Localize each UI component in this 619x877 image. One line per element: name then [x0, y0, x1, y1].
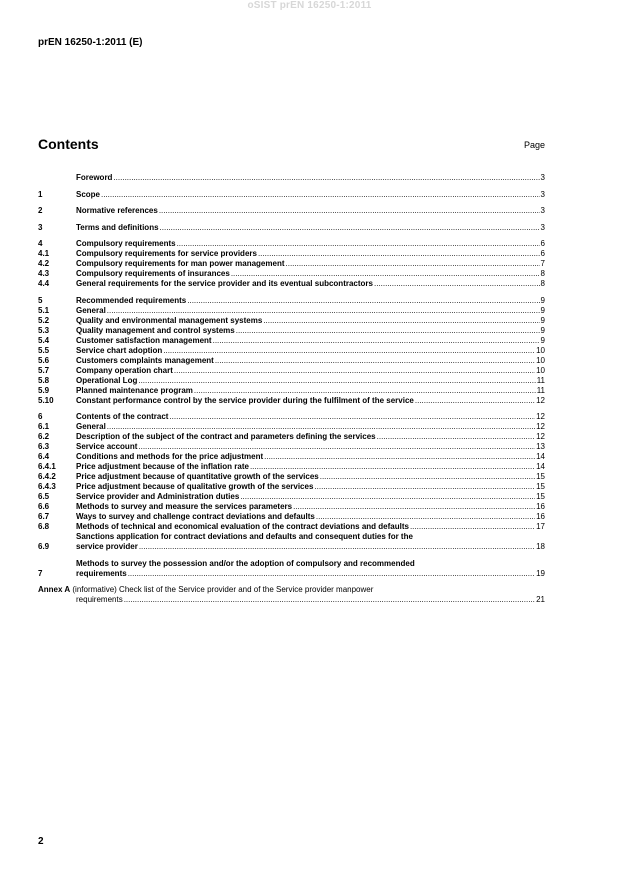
toc-entry-page: 8	[540, 269, 545, 278]
toc-entry-title: Company operation chart	[76, 365, 173, 375]
toc-entry-number: 5	[38, 295, 43, 305]
toc-entry-title: Constant performance control by the service provider during the fulfilment of the service	[76, 395, 414, 405]
toc-entry-title: Price adjustment because of qualitative growth of the services	[76, 482, 314, 491]
toc-entry-number: 4.1	[38, 249, 50, 258]
toc-entry-title: General	[76, 305, 106, 315]
toc-entry-number: 4.2	[38, 259, 50, 268]
toc-entry-number: 6.3	[38, 442, 50, 451]
toc-entry-page: 15	[536, 472, 545, 481]
toc-entry-title: Methods of technical and economical evaluation of the contract deviations and defaults	[76, 522, 409, 531]
dot-leader	[314, 482, 535, 492]
toc-entry-title: Customers complaints management	[76, 355, 214, 365]
toc-entry-title: Scope	[76, 189, 101, 199]
toc-entry-number: 6.5	[38, 492, 50, 501]
toc-entry[interactable]	[38, 336, 545, 346]
toc-entry[interactable]	[38, 190, 545, 200]
toc-entry[interactable]	[38, 316, 545, 326]
toc-entry-page: 6	[540, 249, 545, 258]
toc-entry[interactable]	[38, 422, 545, 432]
toc-entry-page: 3	[540, 222, 545, 232]
toc-entry-page: 16	[536, 502, 545, 511]
toc-entry-number: 6.4.3	[38, 482, 56, 491]
dot-leader	[194, 386, 536, 396]
page-number: 2	[38, 836, 44, 847]
dot-leader	[250, 462, 535, 472]
toc-entry-title: Service chart adoption	[76, 345, 163, 355]
toc-entry-page: 15	[536, 482, 545, 491]
toc-entry[interactable]	[38, 482, 545, 492]
dot-leader	[215, 356, 535, 366]
toc-entry[interactable]	[38, 386, 545, 396]
dot-leader	[107, 306, 540, 316]
toc-entry[interactable]	[38, 462, 545, 472]
toc-entry[interactable]	[38, 279, 545, 289]
toc-entry-title: Methods to survey and measure the services parameters	[76, 502, 293, 511]
toc-entry[interactable]	[38, 432, 545, 442]
toc-entry-page: 14	[536, 452, 545, 461]
toc-entry-title: Customer satisfaction management	[76, 335, 212, 345]
toc-entry-title: Compulsory requirements for man power management	[76, 259, 285, 268]
toc-entry-page: 9	[540, 305, 545, 315]
table-of-contents	[38, 173, 545, 612]
toc-entry-number: 6.9	[38, 542, 50, 551]
toc-entry-number: 4.3	[38, 269, 50, 278]
toc-entry-page: 9	[540, 315, 545, 325]
toc-group	[38, 296, 545, 406]
toc-entry-title: General	[76, 422, 106, 431]
toc-group	[38, 412, 545, 552]
dot-leader	[240, 492, 535, 502]
dot-leader	[236, 326, 540, 336]
toc-group	[38, 559, 545, 579]
annex-label: Annex A	[38, 585, 71, 594]
toc-entry-number: 6.2	[38, 432, 50, 441]
dot-leader	[213, 336, 540, 346]
toc-entry-title: Compulsory requirements of insurances	[76, 269, 230, 278]
toc-entry-title: Foreword	[76, 173, 113, 182]
toc-entry-page: 3	[540, 173, 545, 182]
toc-entry-page: 10	[536, 355, 545, 365]
toc-entry-number: 5.1	[38, 305, 50, 315]
dot-leader	[107, 422, 535, 432]
dot-leader	[139, 542, 535, 552]
dot-leader	[174, 366, 535, 376]
toc-entry-title: Price adjustment because of quantitative growth of the services	[76, 472, 319, 481]
annex-page: 21	[536, 595, 545, 604]
toc-entry-title: Service provider and Administration duties	[76, 492, 240, 501]
dot-leader	[377, 432, 535, 442]
dot-leader	[163, 346, 535, 356]
toc-entry-page: 3	[540, 206, 545, 215]
toc-entry[interactable]	[38, 559, 545, 579]
toc-entry-page: 16	[536, 512, 545, 521]
toc-entry-number: 4.4	[38, 279, 50, 288]
toc-entry-title: Price adjustment because of the inflation rate	[76, 462, 249, 471]
toc-entry-title: Contents of the contract	[76, 412, 169, 421]
dot-leader	[415, 396, 535, 406]
page-column-header: Page	[523, 140, 545, 150]
toc-entry-number: 6.4.1	[38, 462, 56, 471]
toc-entry-page: 12	[536, 395, 545, 405]
dot-leader	[169, 412, 535, 422]
toc-entry-page: 18	[536, 542, 545, 551]
toc-entry[interactable]	[38, 472, 545, 482]
toc-entry-title: Quality and environmental management systems	[76, 315, 263, 325]
toc-entry-title: Operational Log	[76, 375, 138, 385]
dot-leader	[177, 239, 540, 249]
toc-entry-title: Service account	[76, 442, 138, 451]
toc-entry[interactable]	[38, 512, 545, 522]
toc-entry[interactable]	[38, 239, 545, 249]
toc-entry-page: 6	[540, 239, 545, 248]
dot-leader	[138, 376, 535, 386]
toc-entry-title: Ways to survey and challenge contract deviations and defaults	[76, 512, 315, 521]
toc-entry[interactable]	[38, 376, 545, 386]
toc-entry-page: 17	[536, 522, 545, 531]
dot-leader	[410, 522, 535, 532]
toc-entry[interactable]	[38, 452, 545, 462]
toc-group	[38, 239, 545, 289]
toc-entry-number: 6.1	[38, 422, 50, 431]
annex-title-line1: (informative) Check list of the Service provider and of the Service provider manpower	[70, 585, 374, 594]
toc-group-annex	[38, 585, 545, 605]
toc-entry-number: 2	[38, 206, 43, 215]
toc-entry-number: 3	[38, 222, 43, 232]
toc-entry-title: requirements	[76, 568, 127, 578]
toc-entry-number: 4	[38, 239, 43, 248]
toc-entry-number: 5.5	[38, 345, 50, 355]
dot-leader	[286, 259, 540, 269]
toc-group	[38, 173, 545, 183]
toc-entry-annex-a[interactable]	[38, 585, 545, 605]
toc-entry-page: 11	[536, 385, 545, 395]
toc-entry-title: service provider	[76, 542, 138, 551]
toc-entry-title: Quality management and control systems	[76, 325, 235, 335]
toc-entry-page: 12	[536, 422, 545, 431]
toc-entry[interactable]	[38, 326, 545, 336]
toc-entry-page: 9	[540, 325, 545, 335]
toc-entry-title: Normative references	[76, 206, 158, 215]
toc-entry-page: 11	[536, 375, 545, 385]
toc-entry[interactable]	[38, 259, 545, 269]
toc-entry-number: 6	[38, 412, 43, 421]
toc-entry-number: 6.7	[38, 512, 50, 521]
dot-leader	[138, 442, 535, 452]
toc-entry-title: General requirements for the service provider and its eventual subcontractors	[76, 279, 373, 288]
toc-entry-number: 6.8	[38, 522, 50, 531]
toc-entry-page: 7	[540, 259, 545, 268]
toc-entry[interactable]	[38, 223, 545, 233]
dot-leader	[374, 279, 540, 289]
dot-leader	[316, 512, 535, 522]
dot-leader	[187, 296, 539, 306]
dot-leader	[160, 223, 540, 233]
toc-entry-title: Planned maintenance program	[76, 385, 193, 395]
toc-entry-page: 8	[540, 279, 545, 288]
toc-entry-title-line1: Sanctions application for contract deviations and defaults and consequent duties for the	[76, 532, 413, 541]
toc-entry-number: 6.4	[38, 452, 50, 461]
toc-entry-page: 12	[536, 412, 545, 421]
toc-entry-number: 5.3	[38, 325, 50, 335]
toc-entry[interactable]	[38, 206, 545, 216]
toc-entry[interactable]	[38, 306, 545, 316]
toc-entry[interactable]	[38, 173, 545, 183]
toc-entry-number: 5.6	[38, 355, 50, 365]
toc-entry-title: Description of the subject of the contract and parameters defining the services	[76, 432, 376, 441]
toc-entry-page: 10	[536, 365, 545, 375]
toc-entry-title: Conditions and methods for the price adjustment	[76, 452, 264, 461]
toc-entry-number: 5.4	[38, 335, 50, 345]
toc-entry-title: Compulsory requirements for service providers	[76, 249, 257, 258]
dot-leader	[101, 190, 540, 200]
dot-leader	[128, 569, 535, 579]
toc-entry-number: 6.4.2	[38, 472, 56, 481]
toc-entry-number: 5.9	[38, 385, 50, 395]
toc-entry-number: 1	[38, 189, 43, 199]
toc-entry[interactable]	[38, 502, 545, 512]
toc-entry-number: 6.6	[38, 502, 50, 511]
toc-group	[38, 206, 545, 216]
watermark: oSIST prEN 16250-1:2011	[247, 0, 372, 11]
toc-entry[interactable]	[38, 249, 545, 259]
toc-entry-title: Terms and definitions	[76, 222, 159, 232]
toc-entry-number: 5.10	[38, 395, 54, 405]
toc-entry-page: 3	[540, 189, 545, 199]
toc-entry-number: 7	[38, 568, 43, 578]
dot-leader	[159, 206, 540, 216]
toc-entry-page: 9	[540, 295, 545, 305]
toc-entry[interactable]	[38, 396, 545, 406]
toc-entry-title: Compulsory requirements	[76, 239, 176, 248]
dot-leader	[113, 173, 539, 183]
toc-entry[interactable]	[38, 442, 545, 452]
toc-entry[interactable]	[38, 522, 545, 532]
dot-leader	[263, 316, 539, 326]
toc-entry[interactable]	[38, 356, 545, 366]
toc-entry-page: 14	[536, 462, 545, 471]
toc-entry[interactable]	[38, 346, 545, 356]
toc-group	[38, 190, 545, 200]
toc-entry-number: 5.8	[38, 375, 50, 385]
toc-entry-number: 5.7	[38, 365, 50, 375]
toc-entry-page: 12	[536, 432, 545, 441]
toc-entry-page: 19	[536, 568, 545, 578]
toc-entry-page: 9	[540, 335, 545, 345]
toc-entry-page: 13	[536, 442, 545, 451]
toc-entry[interactable]	[38, 532, 545, 552]
document-id: prEN 16250-1:2011 (E)	[38, 37, 143, 48]
toc-entry-title: Recommended requirements	[76, 295, 187, 305]
dot-leader	[293, 502, 535, 512]
toc-entry-number: 5.2	[38, 315, 50, 325]
dot-leader	[264, 452, 535, 462]
toc-entry[interactable]	[38, 296, 545, 306]
toc-entry-page: 15	[536, 492, 545, 501]
dot-leader	[124, 595, 535, 605]
toc-entry[interactable]	[38, 269, 545, 279]
toc-entry[interactable]	[38, 492, 545, 502]
annex-title: requirements	[76, 595, 123, 604]
dot-leader	[231, 269, 540, 279]
dot-leader	[320, 472, 535, 482]
dot-leader	[258, 249, 540, 259]
toc-entry[interactable]	[38, 366, 545, 376]
contents-title: Contents	[38, 136, 99, 152]
toc-entry[interactable]	[38, 412, 545, 422]
toc-group	[38, 223, 545, 233]
toc-entry-page: 10	[536, 345, 545, 355]
toc-entry-title-line1: Methods to survey the possession and/or the adoption of compulsory and recommended	[76, 558, 415, 568]
